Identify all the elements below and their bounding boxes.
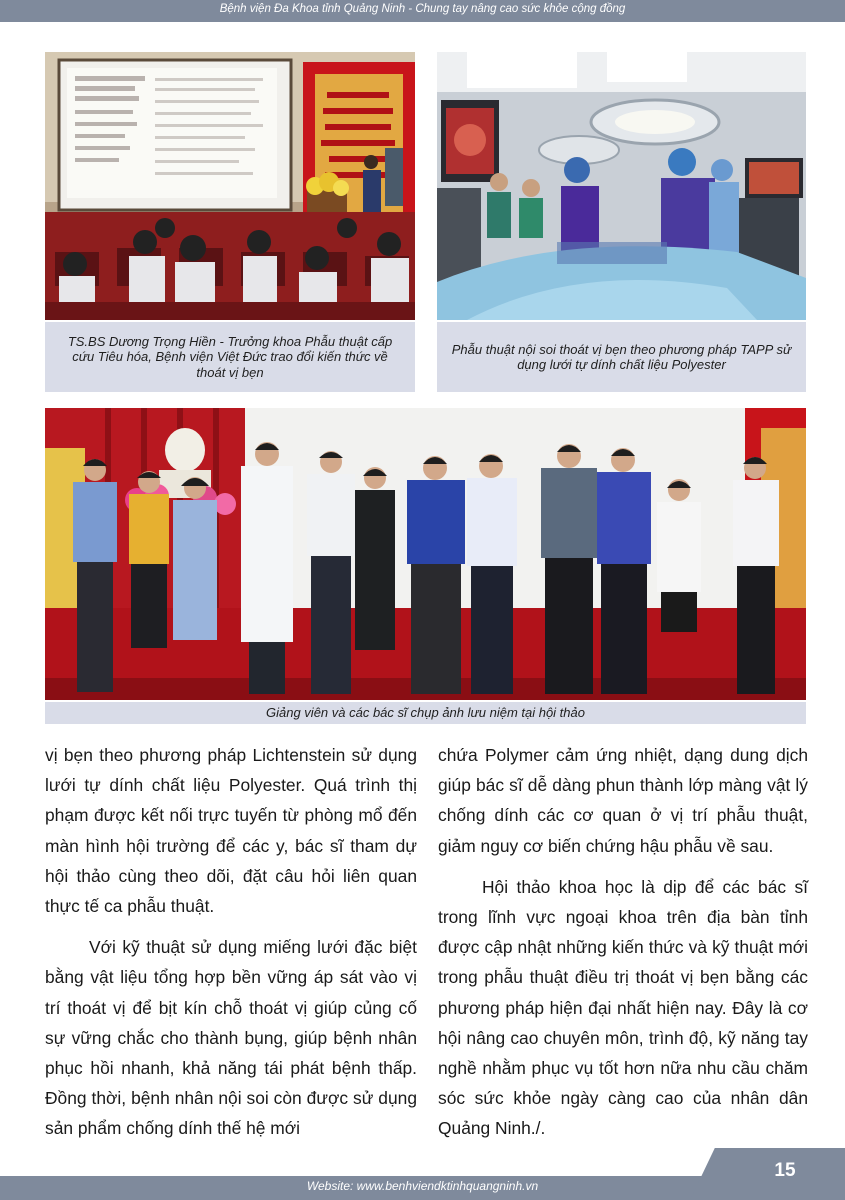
photo-caption-surgery: Phẫu thuật nội soi thoát vị bẹn theo phương pháp TAPP sử dụng lưới tự dính chất liệu Polyester (437, 322, 806, 392)
photo-caption-group: Giảng viên và các bác sĩ chụp ảnh lưu niệm tại hội thảo (45, 702, 806, 724)
article-paragraph: Với kỹ thuật sử dụng miếng lưới đặc biệt bằng vật liệu tổng hợp bền vững áp sát vào vị trí thoát vị để bịt kín chỗ thoát vị giúp củng cố sự vững chắc cho thành bụng, giúp bệnh nhân phục hồi nhanh, khả năng tái phát bệnh thấp. Đồng thời, bệnh nhân nội soi còn được sử dụng sản phẩm chống dính thế hệ mới (45, 937, 417, 1139)
article-paragraph: chứa Polymer cảm ứng nhiệt, dạng dung dịch giúp bác sĩ dễ dàng phun thành lớp màng vật lý chống dính các cơ quan ở vị trí phẫu thuật, giảm nguy cơ biến chứng hậu phẫu về sau. (438, 745, 808, 856)
photo-caption-lecture: TS.BS Dương Trọng Hiền - Trưởng khoa Phẫu thuật cấp cứu Tiêu hóa, Bệnh viện Việt Đức trao đổi kiến thức về thoát vị bẹn (45, 322, 415, 392)
article-paragraph: Hội thảo khoa học là dịp để các bác sĩ trong lĩnh vực ngoại khoa trên địa bàn tỉnh được cập nhật những kiến thức và kỹ thuật mới trong phẫu thuật điều trị thoát vị bẹn bằng các phương pháp hiện đại nhất hiện nay. Đây là cơ hội nâng cao chuyên môn, trình độ, kỹ năng tay nghề nhằm phục vụ tốt hơn nữa nhu cầu chăm sóc sức khỏe ngày càng cao của nhân dân Quảng Ninh./. (438, 876, 808, 1139)
photo-operating-room (437, 52, 806, 320)
page-number: 15 (774, 1160, 796, 1181)
footer-website: Website: www.benhviendktinhquangninh.vn (306, 1179, 539, 1193)
article-right-column (438, 740, 808, 1144)
article-left-column (45, 740, 417, 1144)
photo-group (45, 408, 806, 700)
article-paragraph: vị bẹn theo phương pháp Lichtenstein sử dụng lưới tự dính chất liệu Polyester. Quá trình thị phạm được kết nối trực tuyến từ phòng mổ đến màn hình hội trường để các y, bác sĩ tham dự hội thảo cùng theo dõi, đặt câu hỏi liên quan thực tế ca phẫu thuật. (45, 745, 417, 917)
photo-lecture-hall (45, 52, 415, 320)
header-title: Bệnh viện Đa Khoa tỉnh Quảng Ninh - Chung tay nâng cao sức khỏe cộng đồng (219, 3, 626, 15)
